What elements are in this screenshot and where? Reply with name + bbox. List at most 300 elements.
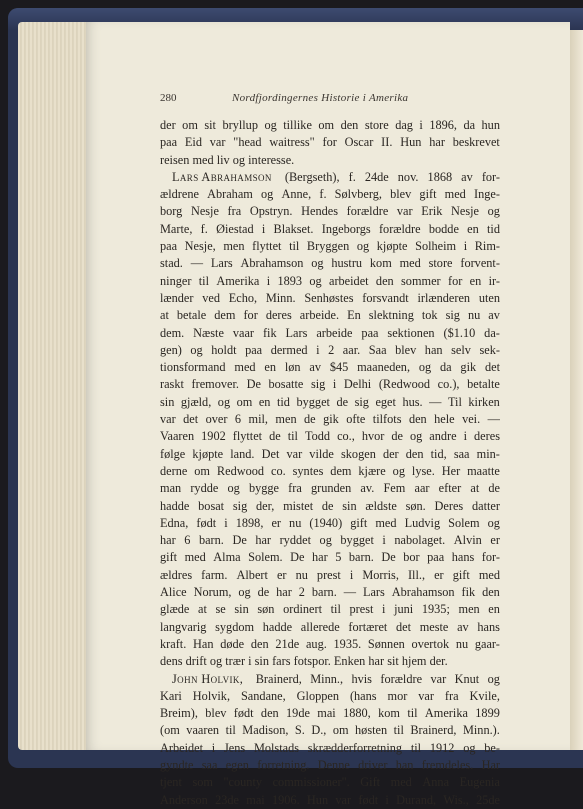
word: barn. <box>311 585 337 600</box>
word: Abrahamson <box>391 585 455 600</box>
word: bosatte <box>268 377 304 392</box>
word: Nesje <box>190 204 219 219</box>
page-edges <box>18 22 88 750</box>
text-line <box>160 394 500 411</box>
text-line <box>160 515 500 532</box>
word: kjøpte <box>376 239 408 254</box>
word: juni <box>394 602 414 617</box>
word: søn <box>257 602 275 617</box>
text-line <box>160 446 500 463</box>
word: en <box>467 221 479 236</box>
word: — <box>190 256 204 271</box>
word: Det <box>261 446 280 461</box>
word: kraft. <box>160 636 187 651</box>
word: og <box>487 515 500 530</box>
word: i <box>382 533 386 548</box>
text-line <box>160 411 500 428</box>
word: farm. <box>201 567 228 582</box>
word: Todd <box>304 429 331 444</box>
word: med <box>184 550 206 565</box>
word: co., <box>337 429 355 444</box>
word: man <box>160 481 182 496</box>
word: 1893 <box>277 273 303 288</box>
text-line <box>160 480 500 497</box>
word: 1935; <box>421 602 450 617</box>
word: Enken <box>333 654 369 669</box>
word: ($1.10 <box>443 325 476 340</box>
word: allerede <box>300 619 340 634</box>
word: $45 <box>329 360 349 375</box>
word: Nesje <box>451 204 479 219</box>
word: f. <box>200 221 208 236</box>
word: Echo, <box>228 290 258 305</box>
text-line <box>160 221 500 238</box>
word: med <box>192 152 217 167</box>
word: der <box>160 118 176 132</box>
page-number: 280 <box>160 92 177 104</box>
word: ryddet <box>279 533 311 548</box>
page-header <box>160 92 500 108</box>
word: hele <box>434 412 455 427</box>
word: vilde <box>309 446 334 461</box>
word: med <box>234 360 256 375</box>
text-line <box>160 774 500 791</box>
word: ældste <box>365 498 397 513</box>
word: sig <box>354 394 369 409</box>
word: til <box>287 429 298 444</box>
word: Sønnen <box>367 636 405 651</box>
word: Gift <box>360 775 381 790</box>
word: sin <box>342 498 357 513</box>
word: i <box>463 429 468 444</box>
word: (Bergseth), <box>284 169 340 184</box>
word: søn. <box>405 498 426 513</box>
word: for- <box>481 550 500 565</box>
word: bor <box>403 550 420 565</box>
word: at <box>470 481 480 496</box>
word: Opstryn. <box>249 204 293 219</box>
text-line <box>160 238 500 255</box>
word: fotspor. <box>293 654 334 669</box>
word: Lars <box>362 585 385 600</box>
word: Ill., <box>407 567 426 582</box>
word: De <box>232 533 247 548</box>
word: selv <box>451 342 471 357</box>
word: 1906. <box>271 792 300 807</box>
word: 24de <box>364 169 389 184</box>
word: og <box>238 585 251 600</box>
word: nov. <box>397 169 419 184</box>
word: sit <box>204 118 216 132</box>
word: av. <box>360 481 375 496</box>
word: ved <box>202 290 220 305</box>
word: men <box>223 239 245 254</box>
text-line <box>160 273 500 290</box>
word: i <box>248 654 255 669</box>
word: Sandane, <box>240 688 286 703</box>
word: Morris, <box>362 567 399 582</box>
word: dens <box>160 654 186 669</box>
word: nu <box>455 636 469 651</box>
word: Brainerd, <box>410 723 457 738</box>
word: S. <box>294 723 305 738</box>
word: at <box>198 602 207 617</box>
word: Albert <box>236 567 268 582</box>
word: nu <box>467 308 481 323</box>
word: datter <box>471 498 500 513</box>
word: at <box>160 308 169 323</box>
word: dem. <box>160 325 185 340</box>
word: Hun <box>306 792 329 807</box>
word: maaneden, <box>357 360 411 375</box>
text-line <box>160 428 500 445</box>
word: "county <box>223 775 263 790</box>
word: til <box>330 602 341 617</box>
word: Øiestad <box>216 221 254 236</box>
word: Han <box>193 636 214 651</box>
word: Deres <box>434 498 464 513</box>
word: og <box>392 463 405 478</box>
word: forældre <box>380 671 423 686</box>
word: Ingeborgs <box>321 221 371 236</box>
word: hans <box>477 619 500 634</box>
word: commissioner". <box>272 775 350 790</box>
word: En <box>347 308 361 323</box>
word: Til <box>447 394 462 409</box>
word: i <box>224 515 228 530</box>
word: Oscar <box>344 135 374 150</box>
word: men <box>275 412 297 427</box>
word: har <box>368 654 388 669</box>
word: Molstads <box>253 740 300 755</box>
word: tid <box>487 221 500 236</box>
word: de <box>488 481 500 496</box>
word: f. <box>319 187 327 202</box>
text-line <box>160 186 500 203</box>
word: og <box>487 671 500 686</box>
word: gift <box>350 515 368 530</box>
word: i <box>211 740 216 755</box>
word: i <box>261 221 266 236</box>
word: store <box>428 256 453 271</box>
word: andre <box>429 429 457 444</box>
text-line <box>160 567 500 584</box>
word: de <box>269 429 281 444</box>
word: gik <box>460 360 477 375</box>
word: Senhøstes <box>304 290 354 305</box>
word: tok <box>421 308 438 323</box>
entry-name: Lars Abrahamson <box>172 169 272 184</box>
word: og <box>217 394 231 409</box>
word: blev <box>205 706 227 721</box>
word: forvent- <box>460 256 500 271</box>
text-line <box>160 792 500 809</box>
word: waitress" <box>269 135 315 150</box>
word: Minn.). <box>462 723 500 738</box>
word: paa <box>361 325 379 340</box>
word: i <box>382 602 386 617</box>
text-line <box>160 255 500 272</box>
word: sin <box>160 394 175 409</box>
word: skrædderforretning <box>307 740 403 755</box>
word: Solem <box>448 515 480 530</box>
word: i <box>266 273 271 288</box>
word: (1940) <box>309 515 343 530</box>
word: det <box>183 412 199 427</box>
word: gen) <box>160 342 182 357</box>
word: har <box>160 533 176 548</box>
word: var <box>430 671 447 686</box>
word: og <box>319 533 332 548</box>
word: — <box>343 585 357 600</box>
word: 1898, <box>235 515 264 530</box>
word: syntes <box>292 463 324 478</box>
word: vaaren <box>186 723 220 738</box>
word: om <box>318 118 335 132</box>
word: tillike <box>283 118 312 132</box>
word: Holvik, <box>192 688 231 703</box>
word: 2 <box>298 585 305 600</box>
word: Minn., <box>310 671 344 686</box>
word: Breim), <box>160 706 198 721</box>
word: i <box>332 377 337 392</box>
word: til <box>198 273 209 288</box>
word: Marte, <box>160 221 193 236</box>
word: gift <box>452 567 470 582</box>
word: drift <box>185 654 210 669</box>
word: av <box>461 169 473 184</box>
word: der, <box>256 498 275 513</box>
word: om <box>194 463 210 478</box>
word: da- <box>484 325 500 340</box>
word: Har <box>481 757 500 772</box>
word: tid, <box>430 446 447 461</box>
word: og <box>356 239 370 254</box>
word: aar <box>414 481 430 496</box>
word: med <box>390 775 412 790</box>
word: Minn. <box>265 290 296 305</box>
word: Saa <box>368 342 387 357</box>
word: aar. <box>342 342 361 357</box>
word: — <box>429 394 442 409</box>
word: og <box>264 118 277 132</box>
word: egen <box>225 757 249 772</box>
word: en <box>488 602 500 617</box>
word: forældre <box>378 221 421 236</box>
word: født <box>196 515 217 530</box>
word: arbeide <box>316 325 353 340</box>
word: Lars <box>285 325 308 340</box>
word: han <box>395 757 414 772</box>
word: de <box>321 498 334 513</box>
text-line <box>160 619 500 636</box>
word: Durand, <box>396 792 437 807</box>
word: Solheim <box>415 239 457 254</box>
text-line <box>160 636 500 653</box>
word: det <box>396 619 412 634</box>
word: grunden <box>310 481 352 496</box>
word: en <box>469 273 482 288</box>
word: borg <box>160 204 183 219</box>
word: (om <box>160 723 180 738</box>
word: betalte <box>467 377 500 392</box>
word: vei. <box>462 412 481 427</box>
word: har <box>255 533 272 548</box>
word: forældre <box>346 204 389 219</box>
word: Delhi <box>343 377 372 392</box>
word: bygge <box>248 481 279 496</box>
word: Amerika <box>424 706 468 721</box>
text-line <box>160 203 500 220</box>
word: 6 <box>184 533 191 548</box>
word: paa <box>427 550 445 565</box>
word: Jens <box>223 740 246 755</box>
word: arbeidet <box>328 273 369 288</box>
word: fars <box>272 654 294 669</box>
word: derne <box>160 463 188 478</box>
word: dag <box>395 118 413 132</box>
word: Edna, <box>160 515 189 530</box>
word: Kvile, <box>469 688 500 703</box>
word: saa <box>453 446 470 461</box>
word: Amerika <box>216 273 260 288</box>
word: Lars <box>210 256 233 271</box>
text-line <box>160 325 500 342</box>
word: tionsformand <box>160 360 226 375</box>
text-line <box>160 359 500 376</box>
word: hadde <box>262 619 293 634</box>
word: sektionen <box>387 325 435 340</box>
word: gik <box>323 412 339 427</box>
word: beskrevet <box>452 135 500 150</box>
word: gift <box>419 187 437 202</box>
word: bryllup <box>222 118 258 132</box>
word: har <box>276 585 292 600</box>
word: ordinert <box>283 602 323 617</box>
word: tjent <box>160 775 182 790</box>
word: der. <box>429 654 448 669</box>
word: se <box>215 602 226 617</box>
word: min- <box>476 446 500 461</box>
word: Redwood <box>216 463 265 478</box>
word: med <box>478 567 500 582</box>
word: i <box>385 792 389 807</box>
word: sommer <box>401 273 441 288</box>
word: sin <box>254 654 273 669</box>
word: 1912 <box>429 740 455 755</box>
word: maatte <box>467 463 500 478</box>
word: — <box>487 412 500 427</box>
word: Eugenia <box>459 775 500 790</box>
word: tid <box>276 394 290 409</box>
word: 1899 <box>475 706 500 721</box>
word: paa <box>160 239 178 254</box>
word: paa <box>160 135 178 150</box>
next-page-edge <box>569 30 583 750</box>
word: om <box>182 118 198 132</box>
word: prest <box>349 602 374 617</box>
word: deres <box>265 308 292 323</box>
text-line <box>160 722 500 739</box>
word: og <box>209 654 226 669</box>
word: Abrahamson <box>240 256 304 271</box>
word: dem <box>330 463 352 478</box>
word: mor <box>387 688 408 703</box>
body-text <box>160 117 500 809</box>
word: "head <box>233 135 262 150</box>
word: Inge- <box>473 187 500 202</box>
word: fra <box>288 481 302 496</box>
text-line <box>160 498 500 515</box>
text-line <box>160 169 500 186</box>
text-line <box>160 152 500 169</box>
word: skogen <box>341 446 376 461</box>
word: er <box>271 515 281 530</box>
word: (Redwood <box>378 377 431 392</box>
word: 5 <box>335 550 342 565</box>
word: liv <box>216 152 233 167</box>
word: 1868 <box>427 169 453 184</box>
text-line <box>160 376 500 393</box>
word: eget <box>375 394 396 409</box>
word: var <box>286 446 303 461</box>
word: hustru <box>331 256 363 271</box>
word: 1902 <box>201 429 226 444</box>
word: 23de <box>215 792 239 807</box>
word: ofte <box>346 412 366 427</box>
word: deres <box>474 429 500 444</box>
word: løn <box>284 360 301 375</box>
text-line <box>160 671 500 688</box>
word: Solem. <box>248 550 283 565</box>
word: interesse. <box>248 152 295 167</box>
word: 2 <box>328 342 335 357</box>
word: og <box>309 273 322 288</box>
word: født <box>358 792 379 807</box>
running-head: Nordfjordingernes Historie i Amerika <box>232 92 409 104</box>
word: forsvandt <box>362 290 409 305</box>
word: dem <box>214 308 236 323</box>
word: glæde <box>160 602 190 617</box>
word: hus. <box>402 394 423 409</box>
word: bygget <box>340 533 374 548</box>
word: co. <box>270 463 286 478</box>
word: med <box>399 256 421 271</box>
word: den <box>250 636 269 651</box>
word: og <box>232 152 249 167</box>
word: har <box>429 135 445 150</box>
word: Rim- <box>474 239 500 254</box>
word: hvor <box>361 429 385 444</box>
word: Denne <box>317 757 350 772</box>
word: er <box>490 533 500 548</box>
text-line <box>160 653 500 670</box>
word: hun <box>481 118 500 132</box>
word: av <box>309 360 321 375</box>
text-line <box>160 549 500 566</box>
word: og <box>311 256 324 271</box>
word: Vaaren <box>160 429 195 444</box>
word: Wis., <box>443 792 469 807</box>
word: den <box>408 412 427 427</box>
word: trær <box>225 654 249 669</box>
word: lyse. <box>411 463 435 478</box>
word: blev <box>390 187 412 202</box>
word: av <box>488 308 500 323</box>
word: langvarig <box>160 619 207 634</box>
word: om <box>332 723 349 738</box>
word: Alice <box>160 585 187 600</box>
